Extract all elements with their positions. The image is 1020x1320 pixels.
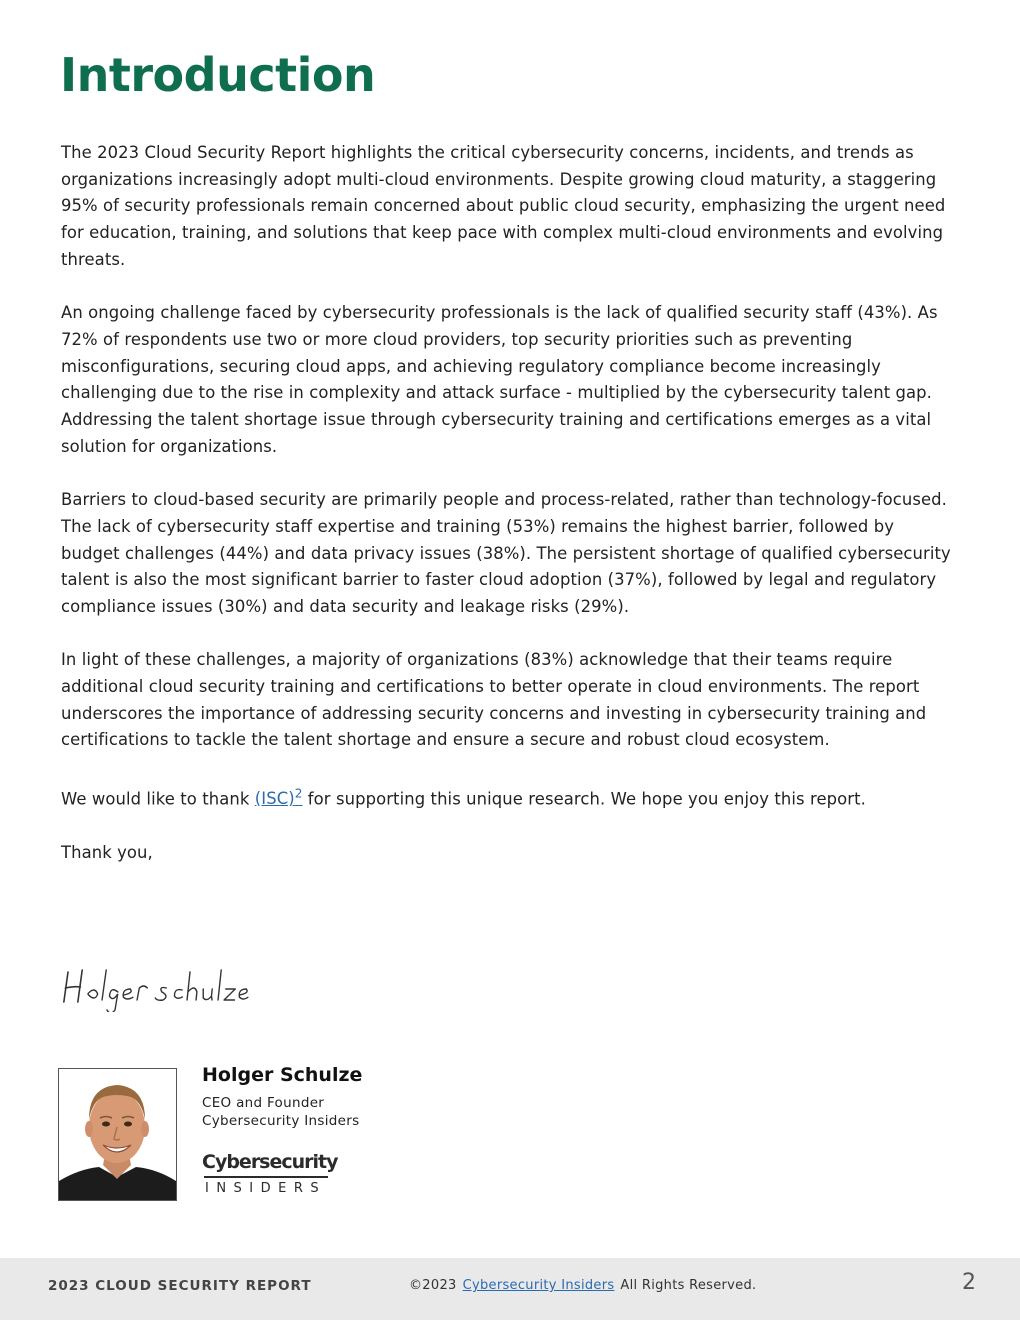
author-portrait [58,1068,177,1201]
thanks-paragraph [61,781,956,813]
author-portrait-image [59,1069,176,1200]
paragraph: An ongoing challenge faced by cybersecurity professionals is the lack of qualified security staff (43%). As 72% of respondents use two or more cloud providers, top security priorities such as preventing misconfigurations, securing cloud apps, and achieving regulatory compliance become increasingly challenging due to the rise in complexity and attack surface - multiplied by the cybersecurity talent gap. Addressing the talent shortage issue through cybersecurity training and certifications emerges as a vital solution for organizations. [61,303,938,456]
author-name: Holger Schulze [202,1064,363,1086]
logo-wordmark-top: Cybersecurity [202,1151,338,1173]
isc2-link[interactable] [254,786,303,809]
cybersecurity-insiders-logo [202,1150,338,1197]
isc2-link-text: (ISC) [254,789,295,809]
page-number: 2 [962,1270,976,1295]
footer-report-name: 2023 CLOUD SECURITY REPORT [48,1278,312,1294]
copyright-suffix: All Rights Reserved. [620,1278,757,1293]
intro-body [61,140,956,893]
page-footer [0,1258,1020,1320]
author-company: Cybersecurity Insiders [202,1113,360,1129]
thanks-text-after: for supporting this unique research. We hope you enjoy this report. [302,789,866,809]
footer-copyright [409,1278,756,1293]
author-role [202,1094,359,1130]
paragraph: The 2023 Cloud Security Report highlights the critical cybersecurity concerns, incidents, and trends as organizations increasingly adopt multi-cloud environments. Despite growing cloud maturity, a staggering 95% of security professionals remain concerned about public cloud security, emphasizing the urgent need for education, training, and solutions that keep pace with complex multi-cloud environments and evolving threats. [61,143,946,269]
author-title: CEO and Founder [202,1095,325,1111]
paragraph: Barriers to cloud-based security are primarily people and process-related, rather than technology-focused. The lack of cybersecurity staff expertise and training (53%) remains the highest barrier, followed by budget challenges (44%) and data privacy issues (38%). The persistent shortage of qualified cybersecurity talent is also the most significant barrier to faster cloud adoption (37%), followed by legal and regulatory compliance issues (30%) and data security and leakage risks (29%). [61,490,951,616]
paragraph: In light of these challenges, a majority of organizations (83%) acknowledge that their teams require additional cloud security training and certifications to better operate in cloud environments. The report underscores the importance of addressing security concerns and investing in cybersecurity training and certifications to tackle the talent shortage and ensure a secure and robust cloud ecosystem. [61,650,927,750]
logo-divider [204,1176,328,1178]
logo-wordmark-bottom: INSIDERS [205,1181,327,1196]
isc2-link-superscript: 2 [294,786,303,801]
copyright-prefix: ©2023 [409,1278,457,1293]
closing-line: Thank you, [61,842,153,862]
footer-cybersecurity-insiders-link[interactable]: Cybersecurity Insiders [462,1278,615,1293]
thanks-text-before: We would like to thank [61,789,255,809]
handwritten-signature [59,962,255,1020]
signature-drawing [60,962,255,1012]
page-title: Introduction [60,48,376,102]
